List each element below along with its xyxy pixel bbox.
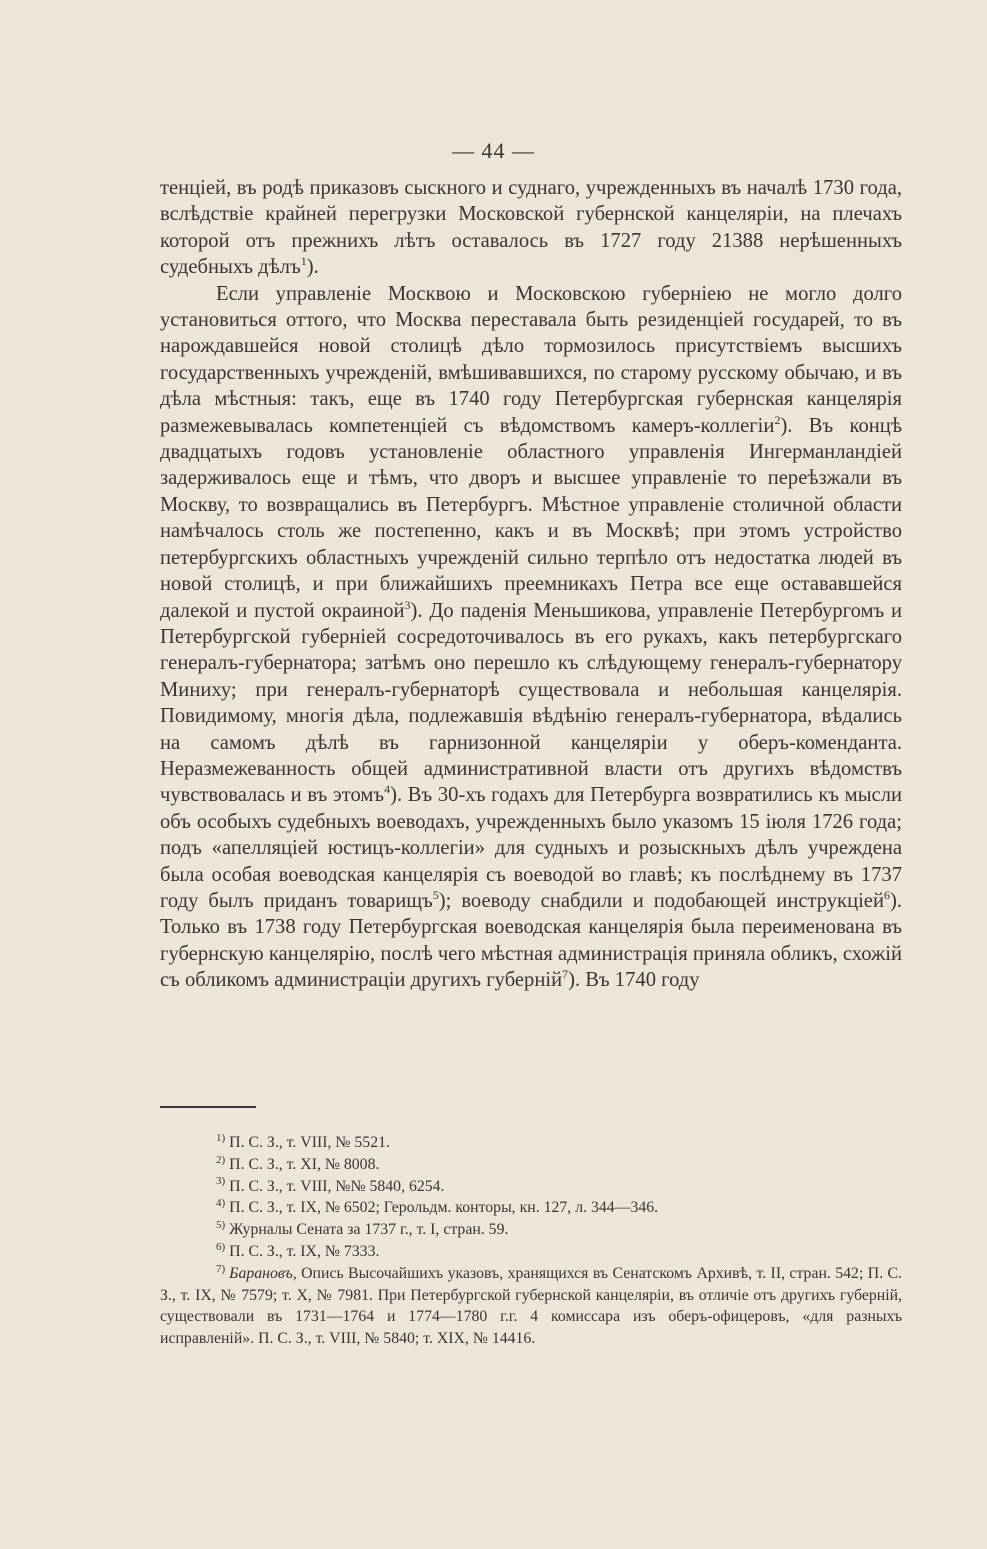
footnote-ref-2[interactable]: 2 (774, 412, 781, 427)
footnote-2: $^{2)}$ П. С. З., т. XI, № 8008. (216, 1153, 380, 1173)
paragraph-1: тенціей, въ родѣ приказовъ сыскного и суднаго, учрежденныхъ въ началѣ 1730 года, вслѣдствіе крайней перегрузки Московской губернской канцеляріи, на плечахъ которой отъ прежнихъ лѣтъ оставалось въ 1727 году 21388 нерѣшенныхъ судебныхъ дѣлъ$^1$). (160, 177, 902, 279)
main-text (160, 175, 902, 994)
footnote-ref-7[interactable]: 7 (562, 967, 569, 982)
footnote-3: $^{3)}$ П. С. З., т. VIII, №№ 5840, 6254. (216, 1175, 445, 1195)
page-number: — 44 — (452, 138, 535, 163)
footnote-ref-4[interactable]: 4 (384, 782, 391, 797)
footnote-7-author: Барановъ, (229, 1264, 297, 1282)
footnote-1: $^{1)}$ П. С. З., т. VIII, № 5521. (216, 1131, 390, 1151)
footnote-6: $^{6)}$ П. С. З., т. IX, № 7333. (216, 1240, 380, 1260)
footnote-ref-1[interactable]: 1 (300, 254, 307, 269)
footnote-ref-6[interactable]: 6 (883, 888, 890, 903)
footnote-5: $^{5)}$ Журналы Сената за 1737 г., т. I, стран. 59. (216, 1218, 509, 1239)
footnote-4: $^{4)}$ П. С. З., т. IX, № 6502; Герольдм. конторы, кн. 127, л. 344—346. (216, 1197, 659, 1217)
footnote-divider (160, 1106, 256, 1108)
paragraph-2: Если управленіе Москвою и Московскою губерніею не могло долго установиться оттого, что Москва переставала быть резиденціей государей, то въ нарождавшейся новой столицѣ дѣло тормозилось присутствіемъ высшихъ государственныхъ учрежденій, вмѣшивавшихся, по старому русскому обычаю, и въ дѣла мѣстныя: такъ, еще въ 1740 году Петербургская губернская канцелярія размежевывалась компетенціей съ вѣдомствомъ камеръ-коллегіи$^2$). Въ концѣ двадцатыхъ годовъ установленіе областного управленія Ингерманландіей задерживалось еще и тѣмъ, что дворъ и высшее управленіе то переѣзжали въ Москву, то возвращались въ Петербургъ. Мѣстное управленіе столичной области намѣчалось столь же постепенно, какъ и въ Москвѣ; при этомъ устройство петербургскихъ областныхъ учрежденій сильно терпѣло отъ недостатка людей въ новой столицѣ, и при ближайшихъ преемникахъ Петра все еще остававшейся далекой и пустой окраиной$^3$). До паденія Меньшикова, управленіе Петербургомъ и Петербургской губерніей сосредоточивалось въ его рукахъ, какъ петербургскаго генералъ-губернатора; затѣмъ оно перешло къ слѣдующему генералъ-губернатору Миниху; при генералъ-губернаторѣ существовала и небольшая канцелярія. Повидимому, многія дѣла, подлежавшія вѣдѣнію генералъ-губернатора, вѣдались на самомъ дѣлѣ въ гарнизонной канцеляріи у оберъ-коменданта. Неразмежеванность общей административной власти отъ другихъ вѣдомствъ чувствовалась и въ этомъ$^4$). Въ 30-хъ годахъ для Петербурга возвратились къ мысли объ особыхъ судебныхъ воеводахъ, учрежденныхъ было указомъ 15 іюля 1726 года; подъ «апелляціей юстицъ-коллегіи» для судныхъ и розыскныхъ дѣлъ учреждена была особая воеводская канцелярія съ воеводой во главѣ; къ послѣднему въ 1737 году былъ приданъ товарищъ$^5$); воеводу снабдили и подобающей инструкціей$^6$). Только въ 1738 году Петербургская воеводская канцелярія была переименована въ губернскую канцелярію, послѣ чего мѣстная администрація приняла обликъ, схожій съ обликомъ администраціи другихъ губерній$^7$). Въ 1740 году (160, 282, 902, 992)
footnote-7: $^{7)}$ Барановъ, Опись Высочайшихъ указовъ, хранящихся въ Сенатскомъ Архивѣ, т. II, стран. 542; П. С. З., т. IX, № 7579; т. X, № 7981. При Петербургской губернской канцеляріи, въ отличіе отъ другихъ губерній, существовали въ 1731—1764 и 1774—1780 г.г. 4 комиссара изъ оберъ-офицеровъ, «для разныхъ исправленій». П. С. З., т. VIII, № 5840; т. XIX, № 14416. (160, 1262, 902, 1348)
footnote-ref-5[interactable]: 5 (432, 888, 439, 903)
footnote-ref-3[interactable]: 3 (404, 597, 411, 612)
footnotes (160, 1132, 902, 1350)
